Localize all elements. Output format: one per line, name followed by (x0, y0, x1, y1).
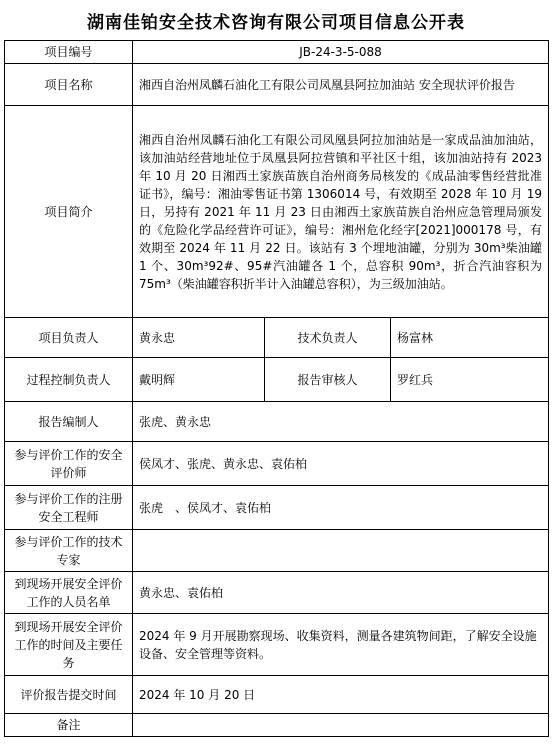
safety-evaluators-value: 侯凤才、张虎、黄永忠、袁佑柏 (133, 442, 549, 486)
page-title: 湖南佳铂安全技术咨询有限公司项目信息公开表 (87, 13, 465, 33)
site-time-tasks-value: 2024 年 9 月开展勘察现场、收集资料，测量各建筑物间距，了解安全设施设备、安全管理等资料。 (133, 614, 549, 676)
table-row (5, 318, 549, 358)
site-time-tasks-label: 到现场开展安全评价工作的时间及主要任务 (5, 614, 133, 676)
table-row (5, 402, 549, 442)
tech-experts-label: 参与评价工作的技术专家 (5, 530, 133, 572)
compiler-value: 张虎、黄永忠 (133, 402, 549, 442)
table-row (5, 486, 549, 530)
tech-experts-value (133, 530, 549, 572)
process-control-value: 戴明辉 (133, 358, 265, 402)
project-no-value: JB-24-3-5-088 (133, 41, 549, 64)
project-leader-value: 黄永忠 (133, 318, 265, 358)
project-summary-value: 湘西自治州凤麟石油化工有限公司凤凰县阿拉加油站是一家成品油加油站，该加油站经营地址位于凤凰县阿拉营镇和平社区十组，该加油站持有 2023 年 10 月 20 日湘西土家族苗族自治州商务局核发的《成品油零售经营批准证书》，编号：湘油零售证书第 1306014 号，有效期至 2028 年 10 月 19 日，另持有 2021 年 11 月 23 日由湘西土家族苗族自治州应急管理局颁发的《危险化学品经营许可证》，编号：湘州危化经字[2021]000178 号，有效期至 2024 年 11 月 22 日。该站有 3 个埋地油罐，分别为 30m³柴油罐 1 个、30m³92#、95#汽油罐各 1 个，总容积 90m³，折合汽油容积为 75m³（柴油罐容积折半计入油罐总容积），为三级加油站。 (133, 106, 549, 318)
table-row (5, 442, 549, 486)
registered-engineers-value: 张虎 、侯凤才、袁佑柏 (133, 486, 549, 530)
reviewer-label: 报告审核人 (265, 358, 391, 402)
submit-time-label: 评价报告提交时间 (5, 676, 133, 714)
project-info-table (4, 40, 549, 737)
tech-leader-value: 杨富林 (391, 318, 549, 358)
table-row (5, 64, 549, 106)
remarks-label: 备注 (5, 714, 133, 737)
table-row (5, 614, 549, 676)
tech-leader-label: 技术负责人 (265, 318, 391, 358)
project-name-label: 项目名称 (5, 64, 133, 106)
table-row (5, 358, 549, 402)
project-leader-label: 项目负责人 (5, 318, 133, 358)
compiler-label: 报告编制人 (5, 402, 133, 442)
safety-evaluators-label: 参与评价工作的安全评价师 (5, 442, 133, 486)
submit-time-value: 2024 年 10 月 20 日 (133, 676, 549, 714)
table-row (5, 41, 549, 64)
table-row (5, 714, 549, 737)
process-control-label: 过程控制负责人 (5, 358, 133, 402)
site-staff-value: 黄永忠、袁佑柏 (133, 572, 549, 614)
project-no-label: 项目编号 (5, 41, 133, 64)
table-row (5, 572, 549, 614)
remarks-value (133, 714, 549, 737)
table-row (5, 106, 549, 318)
site-staff-label: 到现场开展安全评价工作的人员名单 (5, 572, 133, 614)
project-name-value: 湘西自治州凤麟石油化工有限公司凤凰县阿拉加油站 安全现状评价报告 (133, 64, 549, 106)
project-summary-label: 项目简介 (5, 106, 133, 318)
table-row (5, 676, 549, 714)
table-row (5, 530, 549, 572)
registered-engineers-label: 参与评价工作的注册安全工程师 (5, 486, 133, 530)
reviewer-value: 罗红兵 (391, 358, 549, 402)
